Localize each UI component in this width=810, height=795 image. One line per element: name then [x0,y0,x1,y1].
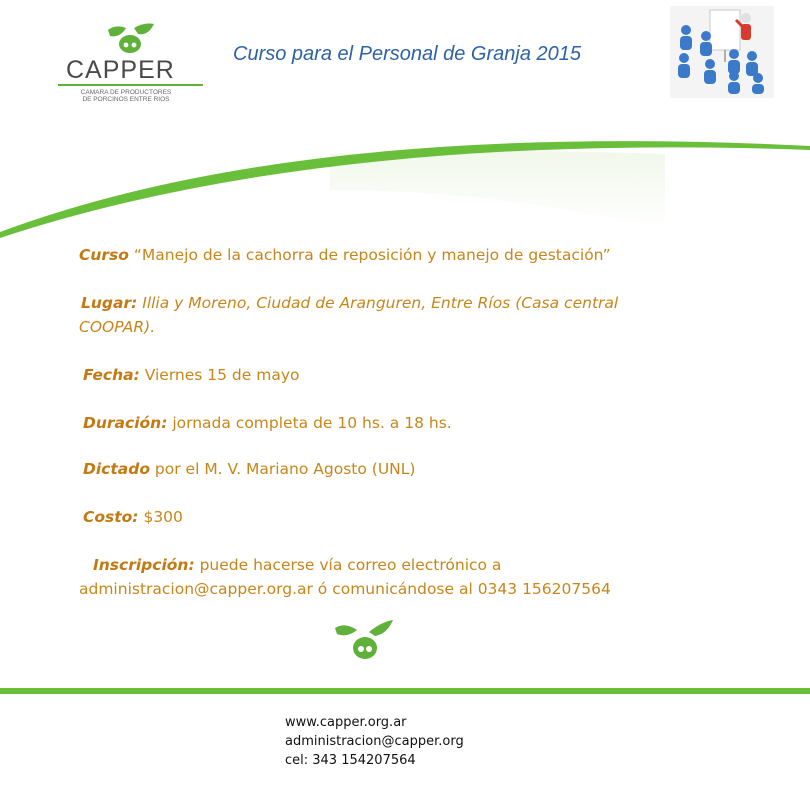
curso-value: “Manejo de la cachorra de reposición y manejo de gestación” [133,246,611,264]
page-title: Curso para el Personal de Granja 2015 [233,43,581,65]
inscripcion-row [93,554,501,576]
meeting-presentation-icon [670,6,774,98]
phone-number: cel: 343 154207564 [285,753,416,768]
dictado-value: por el M. V. Mariano Agosto (UNL) [154,460,416,478]
footer-divider [0,688,810,694]
website-link[interactable]: www.capper.org.ar [285,715,407,730]
pig-icon [333,618,393,663]
duracion-value: jornada completa de 10 hs. a 18 hs. [172,414,452,432]
logo-subtitle [78,89,174,103]
fecha-label: Fecha: [83,366,140,384]
dictado-label: Dictado [83,460,150,478]
green-swoosh-decoration [0,120,810,240]
curso-row [79,244,611,266]
lugar-value-line1: Illia y Moreno, Ciudad de Aranguren, Entre Ríos (Casa central [142,294,619,312]
email-link[interactable]: administracion@capper.org [285,734,464,749]
logo-name: CAPPER [66,56,175,84]
logo-subtitle-line2: DE PORCINOS ENTRE RIOS [82,96,170,103]
curso-label: Curso [79,246,129,264]
inscripcion-label: Inscripción: [93,556,195,574]
costo-label: Costo: [83,508,139,526]
contact-footer [285,713,464,770]
lugar-row [81,292,618,314]
duracion-label: Duración: [83,414,168,432]
lugar-label: Lugar: [81,294,138,312]
inscripcion-value-line2: administracion@capper.org.ar ó comunicándose al 0343 156207564 [79,580,611,598]
fecha-row [83,364,300,386]
logo-divider [58,84,203,86]
lugar-value-line2: COOPAR). [79,318,156,336]
inscripcion-value-line1: puede hacerse vía correo electrónico a [199,556,502,574]
costo-value: $300 [143,508,183,526]
fecha-value: Viernes 15 de mayo [144,366,300,384]
dictado-row [83,458,415,480]
costo-row [83,506,183,528]
logo-subtitle-line1: CAMARA DE PRODUCTORES [80,89,172,96]
duracion-row [83,412,452,434]
